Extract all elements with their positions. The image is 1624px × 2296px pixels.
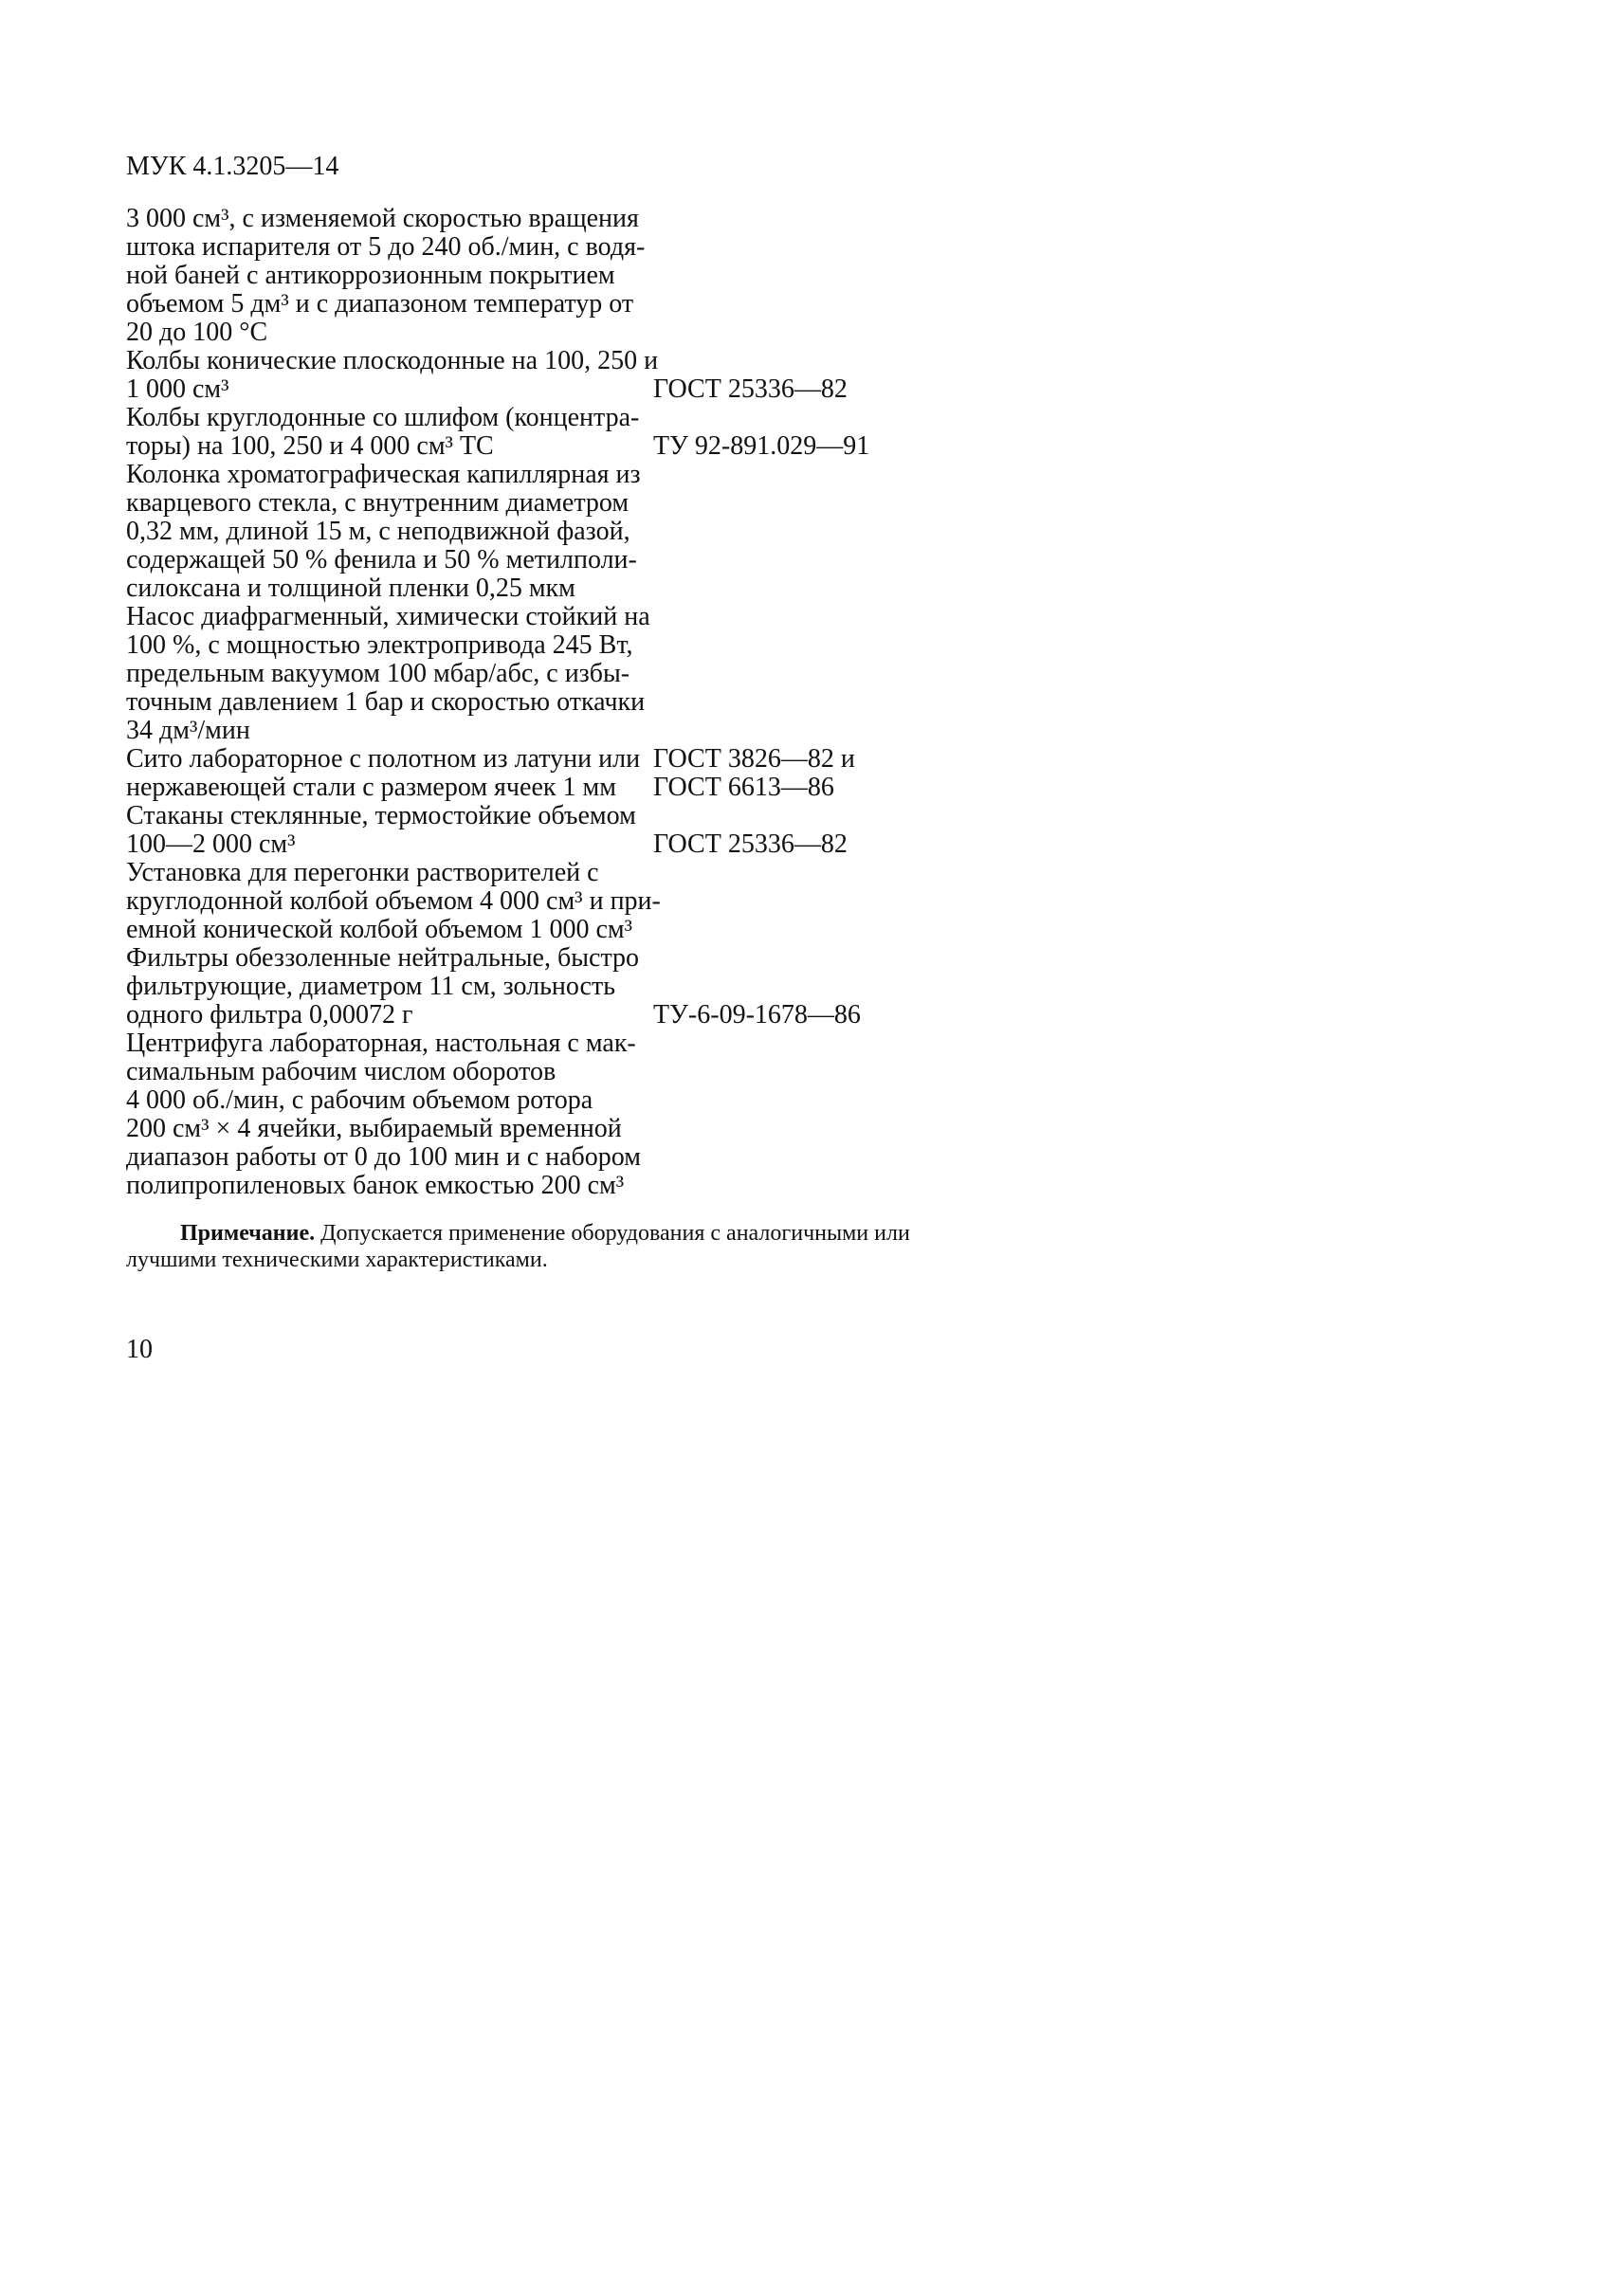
document-header: МУК 4.1.3205—14	[126, 152, 339, 181]
description-line: нержавеющей стали с размером ячеек 1 мм	[126, 773, 616, 802]
description-line: торы) на 100, 250 и 4 000 см³ ТС	[126, 431, 494, 461]
standard-reference	[653, 830, 922, 859]
description-line: фильтрующие, диаметром 11 см, зольность	[126, 972, 615, 1001]
description-line: Фильтры обеззоленные нейтральные, быстро	[126, 943, 640, 973]
equipment-item	[126, 404, 922, 461]
description-line: Стаканы стеклянные, термостойкие объемом	[126, 801, 636, 830]
note-paragraph	[126, 1220, 941, 1273]
description-line: предельным вакуумом 100 мбар/абс, с избы-	[126, 659, 630, 688]
standard-reference	[653, 375, 922, 404]
page-number: 10	[126, 1335, 153, 1364]
equipment-item	[126, 205, 922, 347]
standard-reference	[653, 745, 922, 802]
description-line: 200 см³ × 4 ячейки, выбираемый временной	[126, 1114, 622, 1143]
equipment-description	[126, 346, 659, 404]
standard-code: ГОСТ 6613—86	[653, 773, 834, 802]
description-line: силоксана и толщиной пленки 0,25 мкм	[126, 574, 575, 603]
description-line: емной конической колбой объемом 1 000 см³	[126, 915, 632, 944]
equipment-item	[126, 461, 922, 603]
equipment-description	[126, 1030, 653, 1200]
description-line: 1 000 см³	[126, 374, 229, 404]
equipment-list	[126, 205, 922, 1200]
standard-code: ТУ-6-09-1678—86	[653, 1000, 861, 1030]
equipment-item	[126, 1030, 922, 1200]
equipment-description	[126, 404, 653, 461]
description-line: круглодонной колбой объемом 4 000 см³ и при-	[126, 886, 661, 916]
description-line: Установка для перегонки растворителей с	[126, 858, 599, 887]
description-line: 100 %, с мощностью электропривода 245 Вт,	[126, 630, 633, 660]
description-line: 4 000 об./мин, с рабочим объемом ротора	[126, 1085, 593, 1115]
equipment-description	[126, 461, 653, 603]
equipment-description	[126, 205, 653, 347]
equipment-item	[126, 944, 922, 1030]
description-line: 20 до 100 °С	[126, 318, 268, 347]
description-line: Центрифуга лабораторная, настольная с мак-	[126, 1029, 636, 1058]
description-line: Сито лабораторное с полотном из латуни или	[126, 744, 641, 774]
equipment-item	[126, 603, 922, 745]
description-line: объемом 5 дм³ и с диапазоном температур от	[126, 289, 634, 319]
description-line: кварцевого стекла, с внутренним диаметром	[126, 488, 630, 518]
description-line: ной баней с антикоррозионным покрытием	[126, 261, 615, 290]
equipment-item	[126, 802, 922, 859]
description-line: Колбы круглодонные со шлифом (концентра-	[126, 403, 640, 432]
equipment-item	[126, 859, 922, 944]
description-line: 34 дм³/мин	[126, 716, 250, 745]
equipment-description	[126, 944, 653, 1030]
description-line: одного фильтра 0,00072 г	[126, 1000, 413, 1030]
description-line: полипропиленовых банок емкостью 200 см³	[126, 1171, 625, 1200]
description-line: Колонка хроматографическая капиллярная из	[126, 460, 641, 489]
equipment-item	[126, 347, 922, 404]
description-line: 3 000 см³, с изменяемой скоростью вращения	[126, 204, 639, 233]
description-line: штока испарителя от 5 до 240 об./мин, с водя-	[126, 232, 646, 262]
standard-code: ГОСТ 25336—82	[653, 374, 848, 404]
description-line: Насос диафрагменный, химически стойкий на	[126, 602, 650, 631]
standard-reference	[653, 1001, 922, 1030]
description-line: диапазон работы от 0 до 100 мин и с набором	[126, 1142, 641, 1172]
description-line: Колбы конические плоскодонные на 100, 250 и	[126, 346, 659, 375]
standard-code: ТУ 92-891.029—91	[653, 431, 870, 461]
description-line: содержащей 50 % фенила и 50 % метилполи-	[126, 545, 637, 574]
description-line: 100—2 000 см³	[126, 829, 296, 859]
standard-reference	[653, 432, 922, 461]
standard-code: ГОСТ 25336—82	[653, 829, 848, 859]
description-line: точным давлением 1 бар и скоростью откачки	[126, 687, 646, 717]
description-line: симальным рабочим числом оборотов	[126, 1057, 557, 1086]
note-label: Примечание.	[180, 1221, 316, 1246]
note-text: Допускается применение оборудования с аналогичными или лучшими техническими характеристиками.	[126, 1221, 910, 1272]
equipment-item	[126, 745, 922, 802]
equipment-description	[126, 858, 661, 944]
equipment-description	[126, 603, 653, 745]
standard-code: ГОСТ 3826—82 и	[653, 744, 855, 774]
equipment-description	[126, 745, 653, 802]
description-line: 0,32 мм, длиной 15 м, с неподвижной фазой,	[126, 517, 630, 546]
equipment-description	[126, 802, 653, 859]
